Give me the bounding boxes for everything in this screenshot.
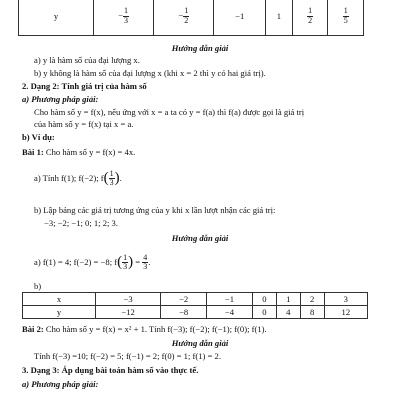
exercise-1b-values: −3; −2; −1; 0; 1; 2; 3.: [44, 218, 118, 228]
section-title: 2. Dạng 2: Tính giá trị của hàm số: [22, 81, 147, 91]
answer-1a: a) f(1) = 4; f(−2) = −8; f( $\frac{1}{3}$ ) = $\frac{4}{3}$ .: [34, 253, 151, 272]
table-cell: −8: [161, 306, 207, 319]
table-cell: 1: [276, 293, 300, 306]
table-cell: −2: [161, 293, 207, 306]
method-title: a) Phương pháp giải:: [22, 379, 99, 389]
table-cell: 0: [252, 306, 276, 319]
guide-heading: Hướng dẫn giải: [171, 43, 229, 53]
method-title: a) Phương pháp giải:: [22, 94, 99, 104]
table-cell: y: [23, 306, 96, 319]
example-title: b) Ví dụ:: [22, 132, 55, 142]
table-cell: 3: [324, 293, 367, 306]
exercise-2: Bài 2: Cho hàm số y = f(x) = x² + 1. Tính f(−3); f(−2); f(−1); f(0); f(1).: [22, 324, 267, 334]
exercise-1b: b) Lập bảng các giá trị tương ứng của y khi x lần lượt nhận các giá trị:: [34, 205, 276, 215]
table-cell: 4: [276, 306, 300, 319]
table-row: [19, 0, 364, 36]
guide-heading: Hướng dẫn giải: [171, 338, 229, 348]
exercise-1: Bài 1: Cho hàm số y = f(x) = 4x.: [22, 147, 136, 157]
table-cell: 1: [266, 0, 293, 36]
table-cell: −12: [96, 306, 161, 319]
section-title: 3. Dạng 3: Áp dụng bài toán hàm số vào thực tế.: [22, 365, 199, 375]
guide-heading: Hướng dẫn giải: [171, 233, 229, 243]
table-cell: $\frac{1}{2}$: [292, 0, 328, 36]
table-row: [23, 306, 368, 319]
exercise-1a: a) Tính f(1); f(−2); f( $\frac{1}{3}$ ).: [34, 169, 122, 188]
answer-2: Tính f(−3) =10; f(−2) = 5; f(−1) = 2; f(0) = 1; f(1) = 2.: [34, 351, 221, 361]
values-table-1: [18, 0, 364, 36]
table-cell: x: [23, 293, 96, 306]
table-cell: − $\frac{1}{3}$: [94, 0, 154, 36]
table-cell: −4: [207, 306, 253, 319]
method-text: của hàm số y = f(x) tại x = a.: [34, 119, 134, 129]
table-cell: $\frac{1}{5}$: [328, 0, 364, 36]
table-cell: 0: [252, 293, 276, 306]
table-cell: −3: [96, 293, 161, 306]
values-table-2: [22, 292, 368, 319]
answer-b: b) y không là hàm số của đại lượng x (khi x = 2 thì y có hai giá trị).: [34, 68, 266, 78]
table-cell: −1: [207, 293, 253, 306]
answer-1b: b): [34, 281, 42, 291]
answer-a: a) y là hàm số của đại lượng x.: [34, 55, 140, 65]
table-cell: 2: [300, 293, 324, 306]
table-cell: − $\frac{1}{2}$: [154, 0, 214, 36]
table-cell: −1: [214, 0, 266, 36]
method-text: Cho hàm số y = f(x), nếu ứng với x = a ta có y = f(a) thì f(a) được gọi là giá trị: [34, 107, 305, 117]
table-cell: 12: [324, 306, 367, 319]
table-cell: 8: [300, 306, 324, 319]
table-row: [23, 293, 368, 306]
table-cell: y: [19, 0, 94, 36]
